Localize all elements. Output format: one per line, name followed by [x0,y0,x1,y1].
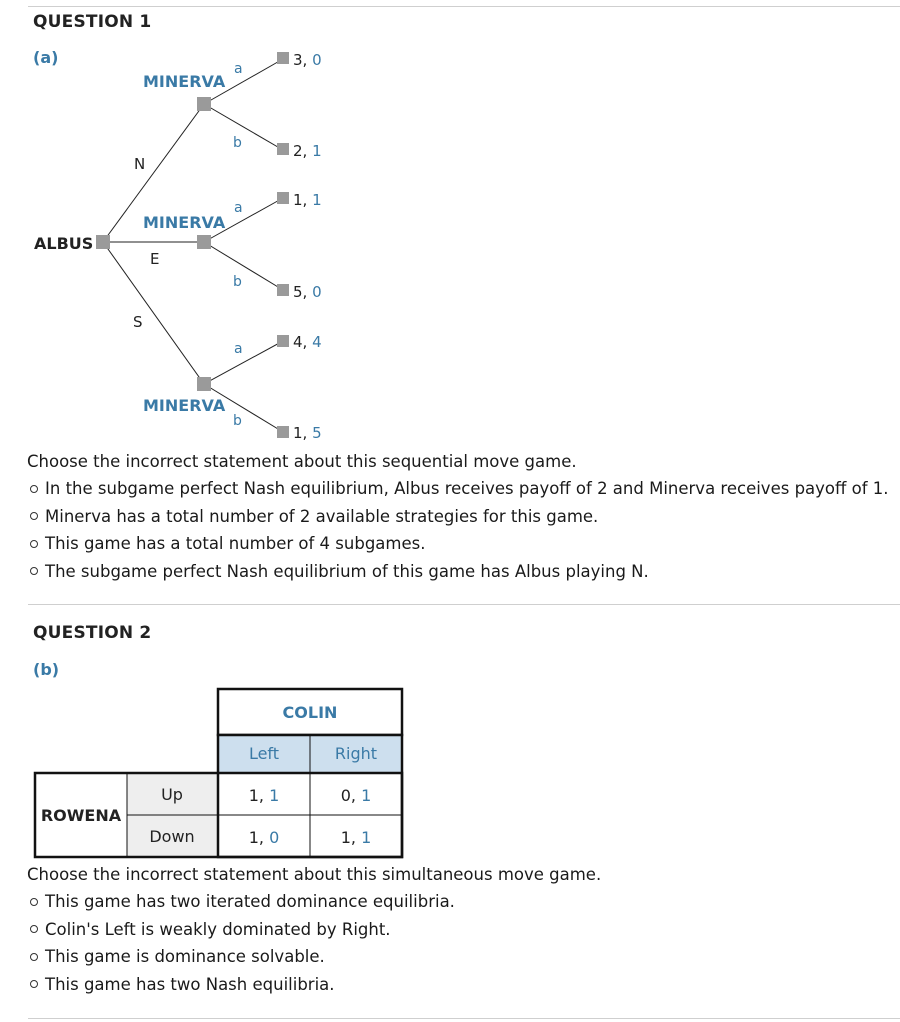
payoff-1: 3, 0 [293,51,322,69]
left-label: Left [248,744,280,763]
question-2-prompt: Choose the incorrect statement about this simultaneous move game. [27,865,602,884]
up-label: Up [161,785,183,804]
question-1-option-4[interactable]: The subgame perfect Nash equilibrium of this game has Albus playing N. [27,558,889,586]
payoff-4: 5, 0 [293,283,322,301]
move-a-label-bottom: a [234,341,243,357]
edge-n-b [204,104,283,150]
radio-icon[interactable] [30,898,38,906]
payoff-up-right: 0, 1 [340,786,372,805]
terminal-node-5 [277,335,289,347]
edge-e-b [204,242,283,290]
question-divider [28,604,900,605]
payoff-matrix [30,685,410,865]
colin-label: COLIN [282,703,338,722]
radio-icon[interactable] [30,925,38,933]
payoff-up-left: 1, 1 [248,786,280,805]
terminal-node-6 [277,426,289,438]
move-n-label: N [134,155,146,173]
question-1-title: QUESTION 1 [33,12,152,32]
decision-node-n [197,97,211,111]
payoff-3: 1, 1 [293,191,322,209]
minerva-label-bottom: MINERVA [143,396,226,415]
radio-icon[interactable] [30,512,38,520]
question-1-prompt: Choose the incorrect statement about this sequential move game. [27,452,577,471]
question-1-options [27,475,889,585]
question-1-option-3[interactable]: This game has a total number of 4 subgames. [27,530,889,558]
payoff-6: 1, 5 [293,424,322,442]
radio-icon[interactable] [30,485,38,493]
decision-node-s [197,377,211,391]
minerva-label-top: MINERVA [143,72,226,91]
down-label: Down [149,827,195,846]
question-2-options [27,888,455,998]
move-b-label-middle: b [233,274,242,290]
radio-icon[interactable] [30,567,38,575]
payoff-2: 2, 1 [293,142,322,160]
question-1-option-2[interactable]: Minerva has a total number of 2 available strategies for this game. [27,503,889,531]
move-a-label-middle: a [234,200,243,216]
question-2-option-3[interactable]: This game is dominance solvable. [27,943,455,971]
rowena-label: ROWENA [40,806,122,825]
game-tree [0,40,420,450]
question-2-title: QUESTION 2 [33,623,152,643]
payoff-5: 4, 4 [293,333,322,351]
bottom-divider [28,1018,900,1019]
terminal-node-3 [277,192,289,204]
radio-icon[interactable] [30,980,38,988]
terminal-node-2 [277,143,289,155]
terminal-node-1 [277,52,289,64]
question-2-option-4[interactable]: This game has two Nash equilibria. [27,971,455,999]
edge-s-a [204,341,283,384]
right-label: Right [334,744,378,763]
top-divider [28,6,900,7]
question-1-part-label: (a) [33,48,59,67]
question-2-option-1[interactable]: This game has two iterated dominance equilibria. [27,888,455,916]
radio-icon[interactable] [30,540,38,548]
move-b-label-bottom: b [233,413,242,429]
question-2-option-2[interactable]: Colin's Left is weakly dominated by Right. [27,916,455,944]
root-node [96,235,110,249]
move-a-label-top: a [234,61,243,77]
payoff-down-left: 1, 0 [248,828,280,847]
move-b-label-top: b [233,135,242,151]
move-s-label: S [133,313,143,331]
decision-node-e [197,235,211,249]
question-1-option-1[interactable]: In the subgame perfect Nash equilibrium, Albus receives payoff of 2 and Minerva receives payoff of 1. [27,475,889,503]
question-2-part-label: (b) [33,660,60,679]
terminal-node-4 [277,284,289,296]
minerva-label-middle: MINERVA [143,213,226,232]
radio-icon[interactable] [30,953,38,961]
payoff-down-right: 1, 1 [340,828,372,847]
albus-label: ALBUS [34,234,94,253]
move-e-label: E [150,250,160,268]
